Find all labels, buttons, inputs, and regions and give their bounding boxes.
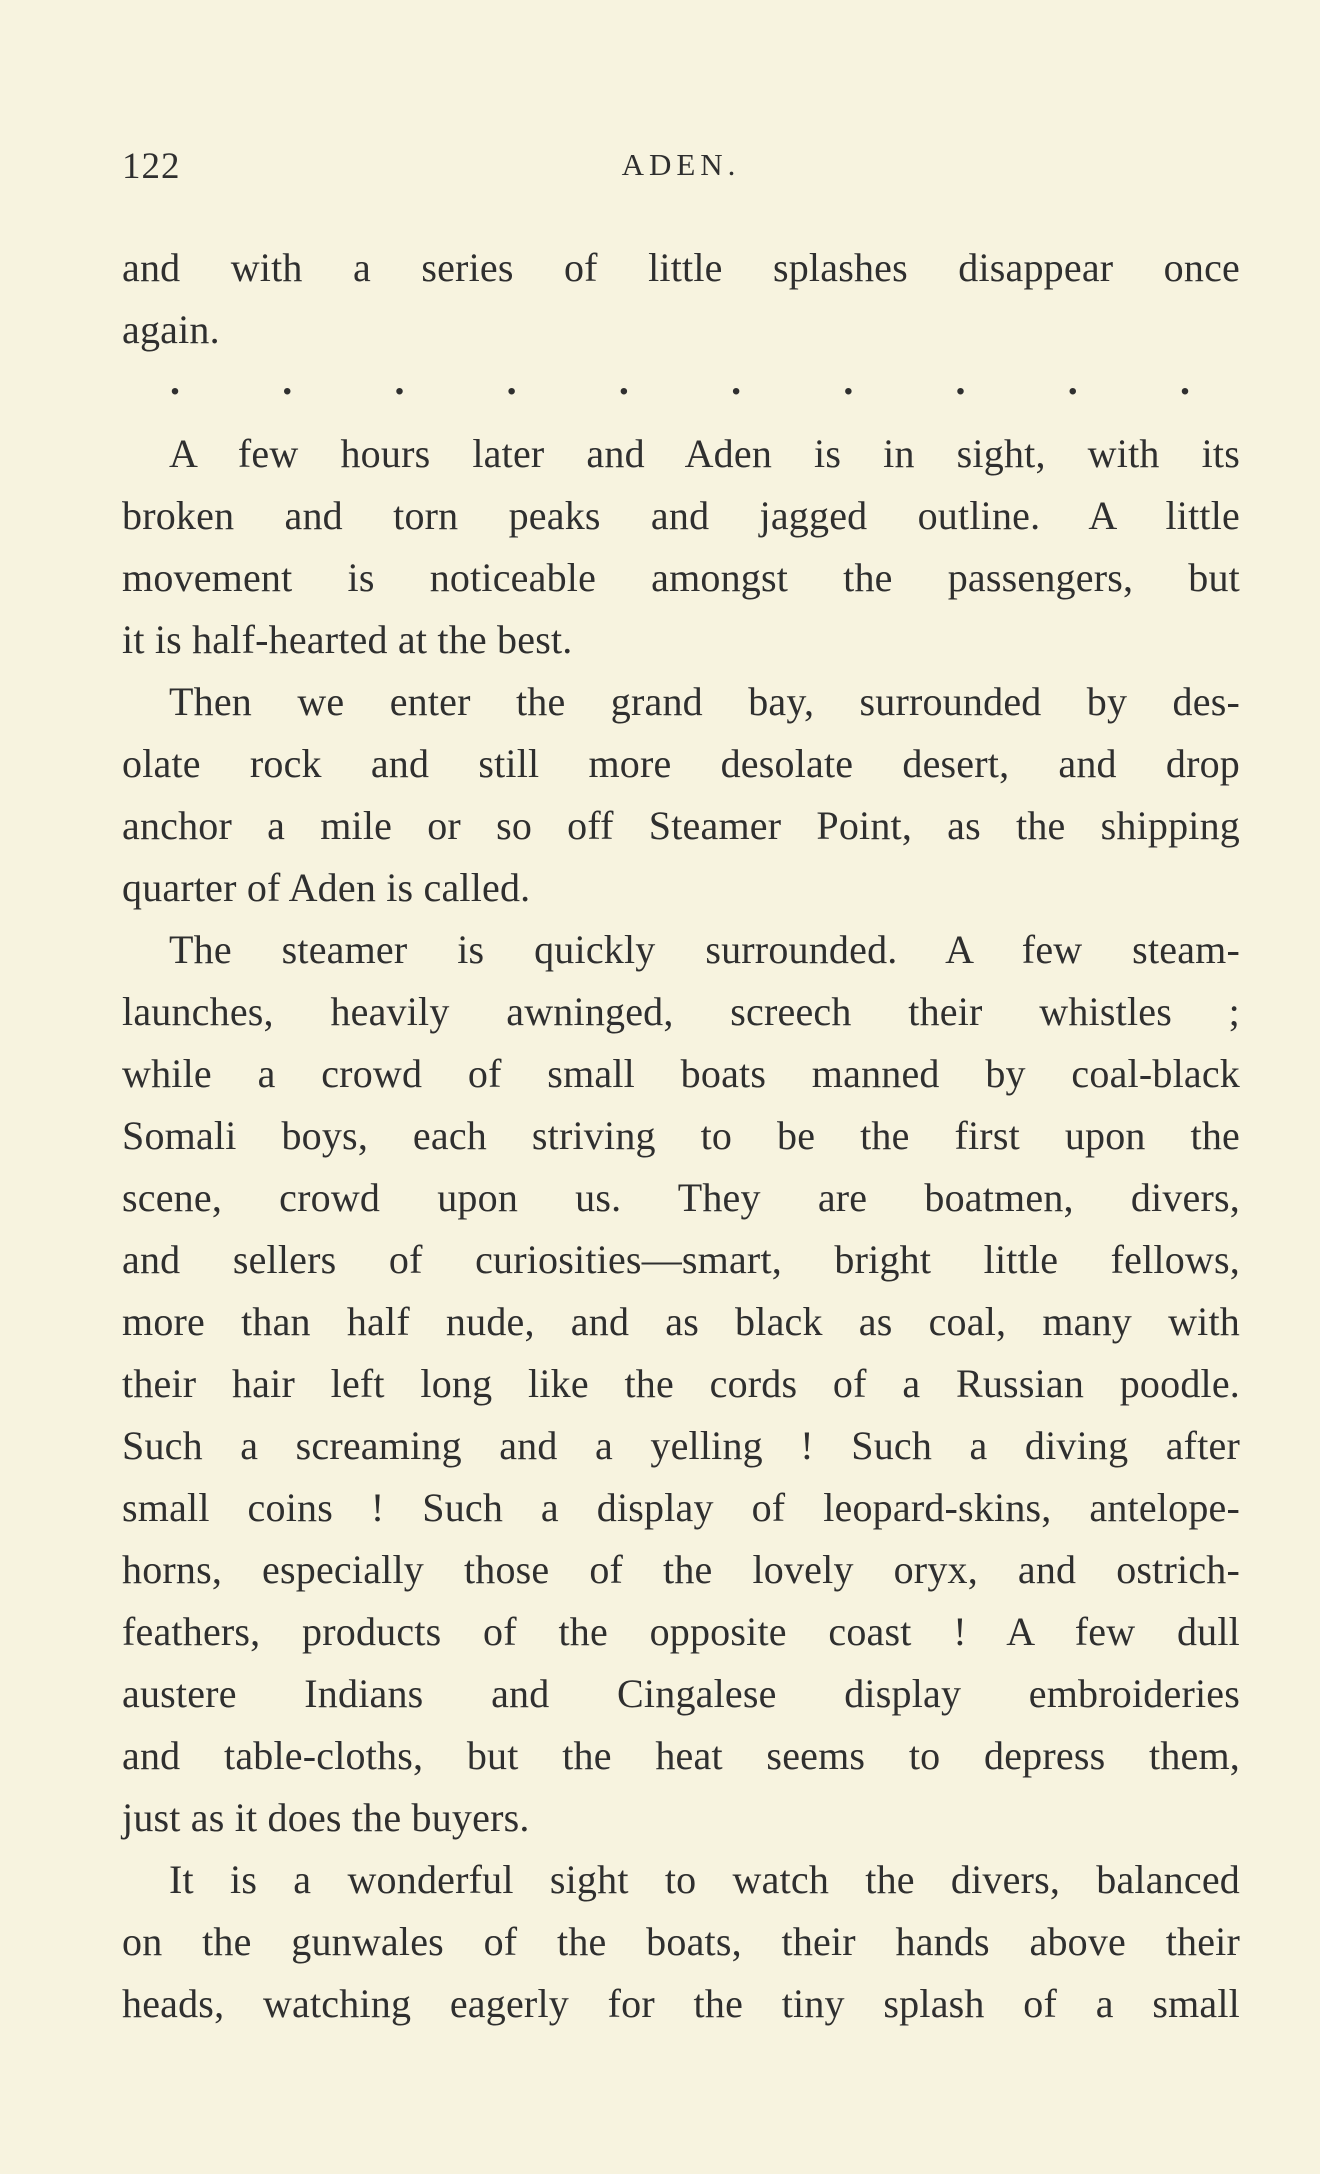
- ellipsis-dot: .: [506, 358, 517, 403]
- running-title: ADEN.: [621, 147, 741, 182]
- text-line: small coins ! Such a display of leopard-skins, antelope-: [122, 1485, 1240, 1530]
- ellipsis-dot: .: [955, 358, 966, 403]
- ellipsis-dot: .: [618, 358, 629, 403]
- text-line: quarter of Aden is called.: [122, 865, 531, 910]
- text-line: on the gunwales of the boats, their hands above their: [122, 1919, 1240, 1964]
- text-line: Then we enter the grand bay, surrounded by des-: [169, 679, 1240, 724]
- text-line: horns, especially those of the lovely oryx, and ostrich-: [122, 1547, 1240, 1592]
- ellipsis-dot: .: [1067, 358, 1078, 403]
- text-line: anchor a mile or so off Steamer Point, as the shipping: [122, 803, 1240, 848]
- text-line: while a crowd of small boats manned by coal-black: [122, 1051, 1240, 1096]
- text-line: olate rock and still more desolate desert, and drop: [122, 741, 1240, 786]
- text-line: more than half nude, and as black as coal, many with: [122, 1299, 1240, 1344]
- text-line: scene, crowd upon us. They are boatmen, divers,: [122, 1175, 1240, 1220]
- text-line: broken and torn peaks and jagged outline. A little: [122, 493, 1240, 538]
- text-line: and with a series of little splashes disappear once: [122, 245, 1240, 290]
- ellipsis-separator: [122, 358, 1240, 423]
- text-line: feathers, products of the opposite coast ! A few dull: [122, 1609, 1240, 1654]
- ellipsis-dot: .: [843, 358, 854, 403]
- text-line: Such a screaming and a yelling ! Such a diving after: [122, 1423, 1240, 1468]
- page-number: 122: [122, 146, 181, 187]
- text-line: and sellers of curiosities—smart, bright little fellows,: [122, 1237, 1240, 1282]
- text-line: The steamer is quickly surrounded. A few steam-: [169, 927, 1240, 972]
- text-line: launches, heavily awninged, screech their whistles ;: [122, 989, 1240, 1034]
- text-line: A few hours later and Aden is in sight, with its: [169, 431, 1240, 476]
- ellipsis-dot: .: [1179, 358, 1190, 403]
- text-line: again.: [122, 307, 220, 352]
- text-line: it is half-hearted at the best.: [122, 617, 573, 662]
- ellipsis-dot: .: [170, 358, 180, 403]
- text-line: Somali boys, each striving to be the first upon the: [122, 1113, 1240, 1158]
- text-line: It is a wonderful sight to watch the divers, balanced: [169, 1857, 1240, 1902]
- text-line: and table-cloths, but the heat seems to depress them,: [122, 1733, 1240, 1778]
- text-line: movement is noticeable amongst the passengers, but: [122, 555, 1240, 600]
- ellipsis-dot: .: [394, 358, 405, 403]
- text-line: their hair left long like the cords of a Russian poodle.: [122, 1361, 1240, 1406]
- ellipsis-dot: .: [282, 358, 293, 403]
- ellipsis-dot: .: [731, 358, 742, 403]
- text-line: heads, watching eagerly for the tiny splash of a small: [122, 1981, 1240, 2026]
- text-line: austere Indians and Cingalese display embroideries: [122, 1671, 1240, 1716]
- body-text: [122, 237, 1240, 2035]
- running-head: [122, 145, 1240, 191]
- text-line: just as it does the buyers.: [122, 1795, 530, 1840]
